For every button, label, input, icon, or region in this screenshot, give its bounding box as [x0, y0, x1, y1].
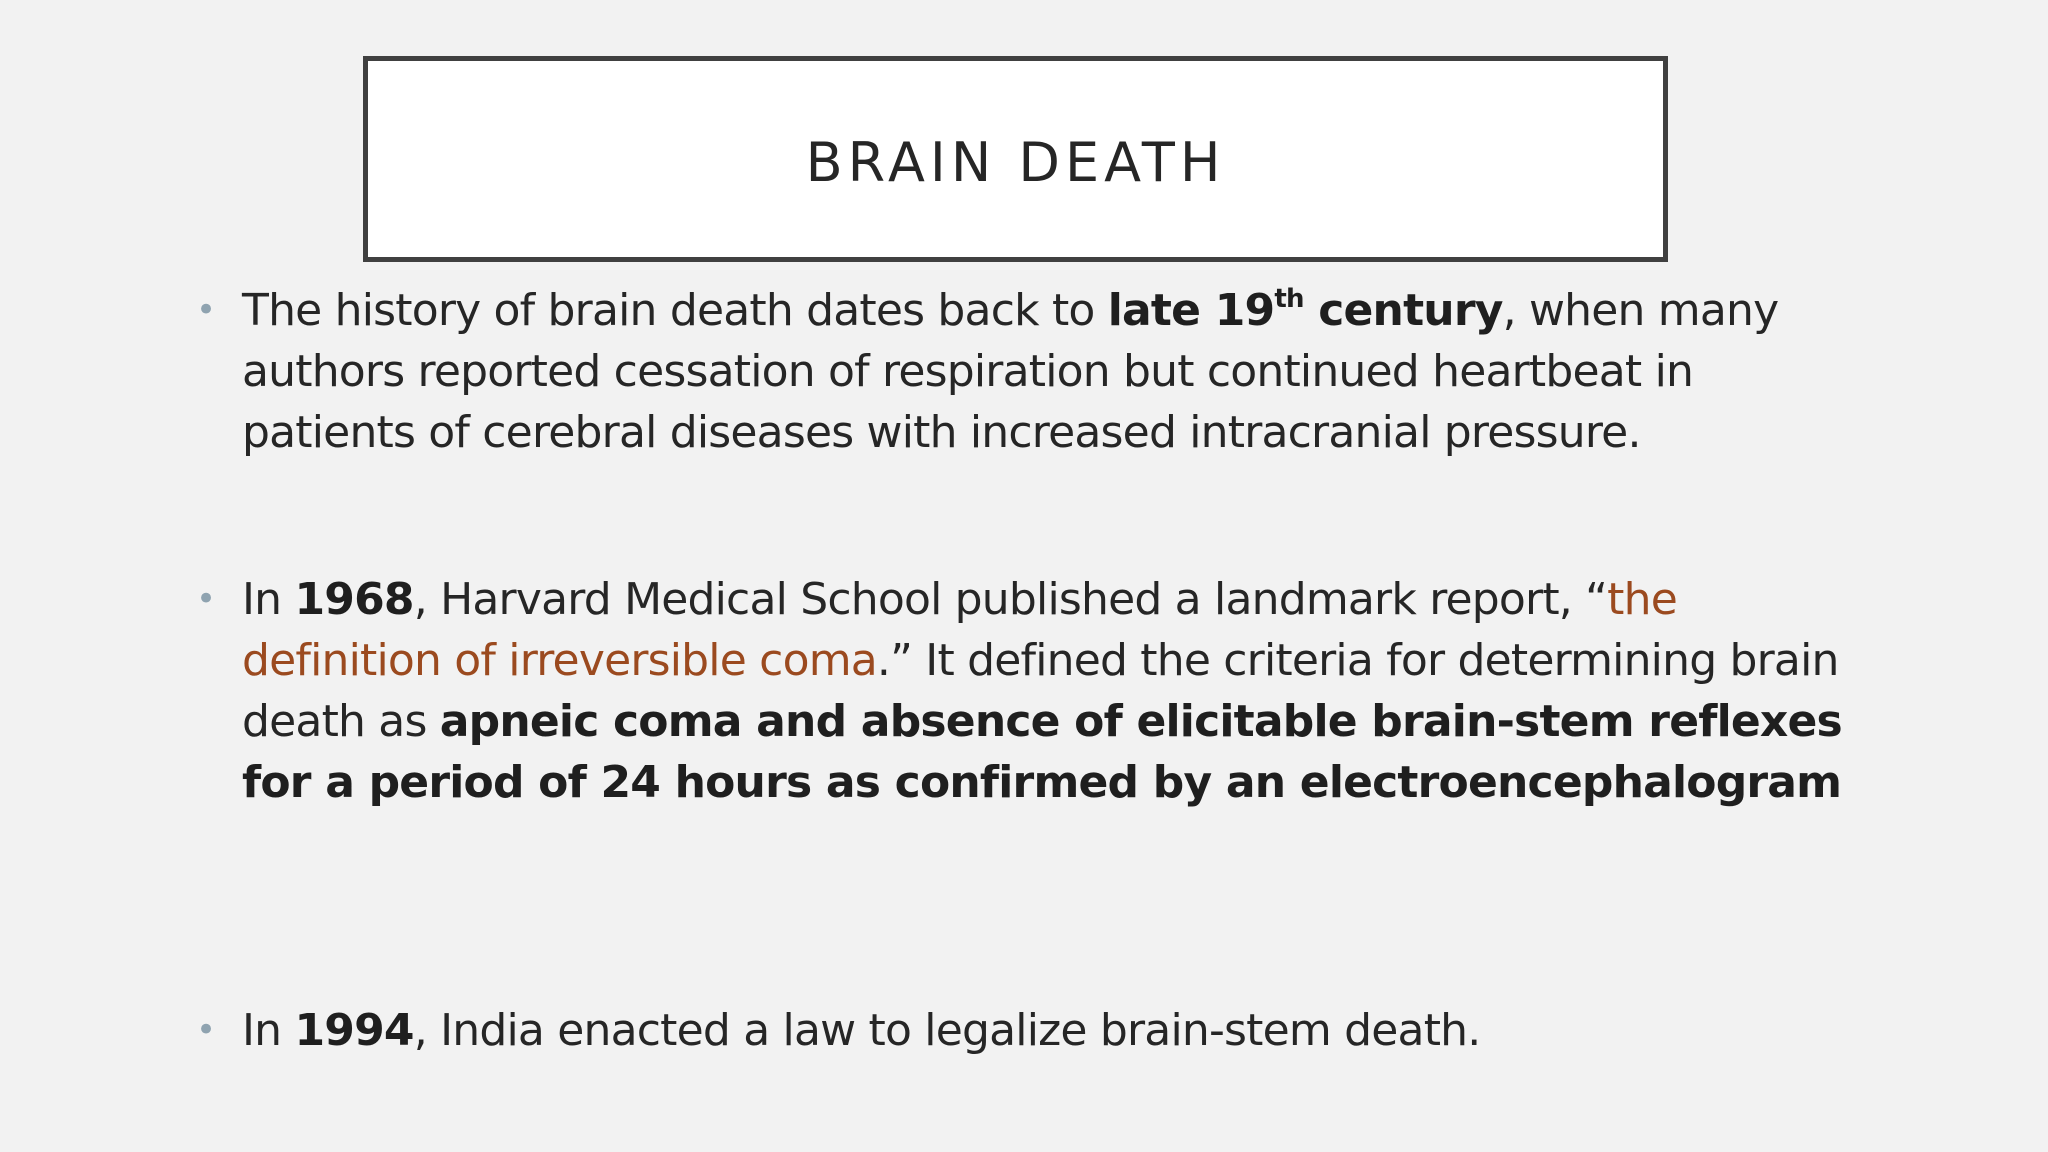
bullet-text — [242, 280, 1876, 463]
bullet-text — [242, 569, 1876, 813]
bullet-1-text-b: , when many authors reported cessation of respiration but continued heartbeat in patients of cerebral diseases with increased intracranial pressure. — [242, 285, 1779, 458]
title-box — [363, 56, 1668, 262]
bullet-dot-icon: • — [196, 579, 217, 619]
bullet-2-text-b: , Harvard Medical School published a landmark report, “ — [413, 574, 1608, 625]
bullet-3-year: 1994 — [294, 1005, 414, 1056]
bullet-item — [196, 569, 1876, 813]
bullet-item — [196, 1000, 1876, 1061]
bullet-2-year: 1968 — [294, 574, 414, 625]
bullet-3-text-a: In — [242, 1005, 295, 1056]
bullet-item — [196, 280, 1876, 463]
bullet-1-text-a: The history of brain death dates back to — [242, 285, 1108, 336]
bullet-2-text-a: In — [242, 574, 295, 625]
bullet-1-bold-a: late 19 — [1107, 285, 1275, 336]
bullet-dot-icon: • — [196, 1010, 217, 1050]
report-title-link[interactable]: the definition of irreversible coma — [242, 574, 1677, 686]
bullet-1-bold-b: century — [1303, 285, 1503, 336]
bullet-2-text-c: .” It defined the criteria for determining brain death as — [242, 635, 1839, 747]
bullet-1-superscript: th — [1274, 284, 1304, 314]
bullet-3-text-b: , India enacted a law to legalize brain-stem death. — [413, 1005, 1481, 1056]
bullet-dot-icon: • — [196, 290, 217, 330]
slide-title: BRAIN DEATH — [805, 130, 1226, 194]
bullet-2-criteria: apneic coma and absence of elicitable brain-stem reflexes for a period of 24 hours as confirmed by an electroencephalogram — [242, 696, 1842, 808]
bullet-text — [242, 1000, 1876, 1061]
